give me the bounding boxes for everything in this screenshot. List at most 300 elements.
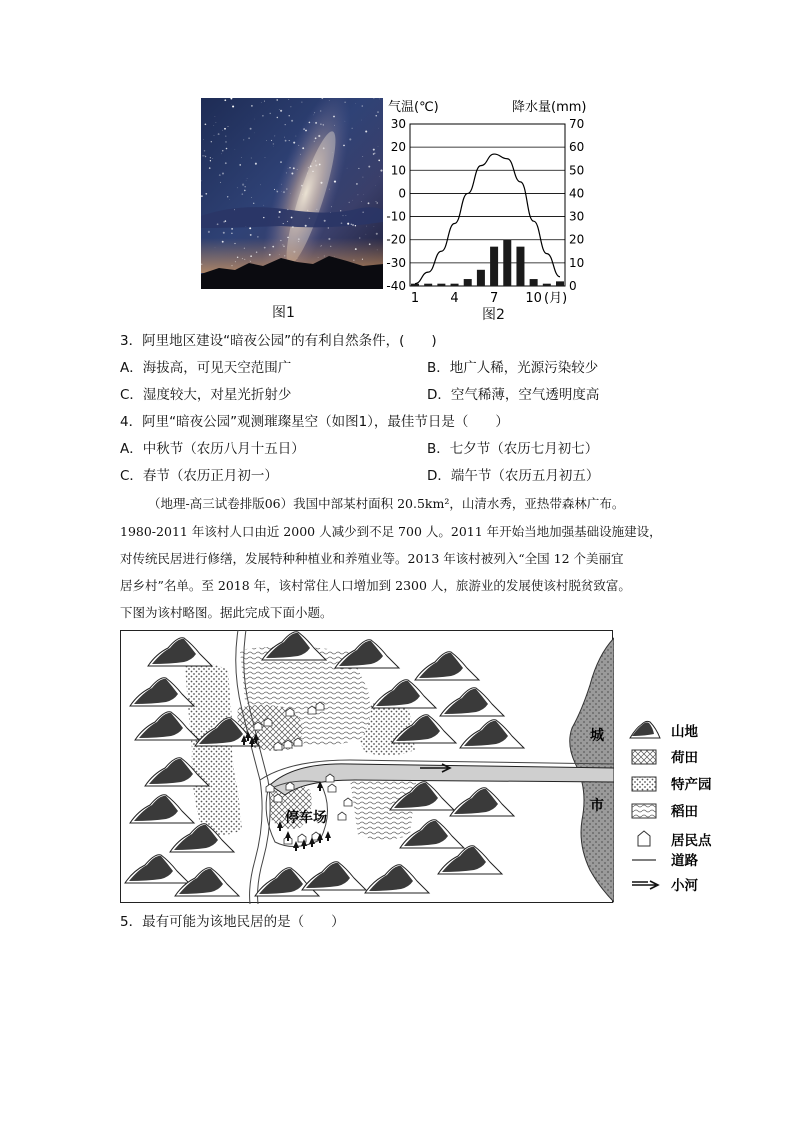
y-left-axis-label: 气温(℃): [388, 100, 439, 115]
legend-settlement-icon: [638, 831, 650, 846]
star: [318, 257, 319, 258]
star: [301, 185, 303, 187]
question-4-option-a[interactable]: A．中秋节（农历八月十五日）: [120, 441, 305, 457]
star: [293, 251, 295, 253]
star: [320, 182, 322, 184]
star: [282, 244, 283, 245]
star: [221, 154, 222, 155]
star: [220, 182, 221, 183]
star: [291, 120, 293, 122]
question-3-option-a[interactable]: A．海拔高，可见天空范围广: [120, 360, 292, 376]
y-right-tick-label: 30: [569, 209, 585, 224]
star: [293, 142, 295, 144]
star: [297, 258, 298, 259]
question-3-option-d[interactable]: D．空气稀薄，空气透明度高: [427, 387, 600, 403]
star: [296, 136, 297, 137]
star: [279, 211, 281, 213]
star: [211, 141, 212, 142]
star: [363, 194, 364, 195]
star: [272, 246, 274, 248]
star: [305, 225, 307, 227]
star: [331, 206, 332, 207]
star: [234, 243, 235, 244]
precip-bar: [530, 279, 538, 286]
star: [353, 260, 354, 261]
star: [349, 138, 351, 140]
star: [255, 163, 257, 165]
star: [362, 156, 363, 157]
legend-road-label: 道路: [671, 853, 698, 869]
star: [330, 246, 331, 247]
star: [298, 241, 299, 242]
star: [315, 161, 316, 162]
y-right-ticks: [569, 117, 584, 293]
star: [246, 180, 247, 181]
star: [302, 147, 304, 149]
star: [368, 166, 370, 168]
star: [274, 135, 275, 136]
star: [274, 189, 275, 190]
legend-lotus-icon: [632, 750, 656, 764]
star: [343, 215, 344, 216]
star: [291, 217, 293, 219]
y-right-tick-label: 40: [569, 186, 585, 201]
star: [203, 139, 204, 140]
star: [264, 247, 266, 249]
star: [374, 226, 375, 227]
question-3-option-b[interactable]: B．地广人稀，光源污染较少: [427, 360, 599, 376]
star: [232, 105, 234, 107]
star: [289, 140, 290, 141]
star: [253, 203, 254, 204]
star: [321, 245, 322, 246]
star: [324, 220, 326, 222]
star: [369, 243, 371, 245]
star: [346, 215, 347, 216]
star: [284, 255, 286, 257]
question-3-option-c[interactable]: C．湿度较大，对星光折射少: [120, 387, 292, 403]
star: [204, 150, 206, 152]
legend-specialty-label: 特产园: [671, 777, 712, 793]
star: [366, 234, 367, 235]
x-axis-label: (月): [544, 291, 568, 306]
star: [285, 124, 286, 125]
village-map: [120, 630, 614, 904]
star: [323, 124, 324, 125]
precip-bar: [490, 247, 498, 286]
star: [228, 126, 229, 127]
star: [204, 155, 205, 156]
star: [319, 164, 321, 166]
precip-bar: [424, 284, 432, 286]
x-tick-label: 7: [489, 291, 499, 306]
star: [280, 110, 282, 112]
star: [235, 261, 236, 262]
star: [334, 181, 336, 183]
x-tick-label: 1: [410, 291, 420, 306]
star: [215, 248, 216, 249]
star: [298, 145, 299, 146]
star: [250, 261, 251, 262]
star: [309, 218, 310, 219]
precip-bar: [503, 240, 511, 286]
legend-mountain-label: 山地: [671, 724, 698, 740]
star: [222, 150, 223, 151]
y-left-tick-label: -30: [386, 255, 406, 270]
star: [225, 135, 226, 136]
star: [273, 143, 274, 144]
star: [376, 201, 377, 202]
star: [201, 264, 202, 266]
y-right-tick-label: 10: [569, 255, 585, 270]
star: [224, 128, 226, 130]
star: [376, 115, 377, 116]
star: [249, 227, 251, 229]
y-right-tick-label: 50: [569, 163, 585, 178]
star: [330, 212, 331, 213]
question-5-stem: 5．最有可能为该地民居的是（ ）: [120, 914, 345, 930]
star: [308, 167, 309, 168]
legend-river-label: 小河: [671, 878, 698, 894]
star: [251, 158, 252, 159]
star: [234, 209, 235, 210]
star: [347, 223, 349, 225]
city-label-2: 市: [590, 798, 604, 814]
passage-line-5: 下图为该村略图。据此完成下面小题。: [120, 605, 333, 620]
star: [362, 105, 364, 107]
star: [307, 210, 308, 211]
star: [215, 116, 216, 117]
star: [223, 232, 225, 234]
star: [302, 194, 303, 195]
star: [278, 216, 280, 218]
star: [356, 183, 358, 185]
star: [237, 257, 238, 258]
star: [264, 101, 265, 102]
star: [281, 184, 282, 185]
star: [244, 186, 245, 187]
star: [323, 147, 325, 149]
star: [292, 226, 293, 227]
y-left-tick-label: 30: [390, 117, 406, 131]
star: [320, 110, 321, 111]
star: [373, 149, 375, 151]
star: [305, 130, 307, 132]
star: [328, 238, 330, 240]
star: [279, 254, 280, 255]
star: [358, 168, 359, 169]
x-tick-label: 10: [525, 291, 542, 306]
star: [343, 145, 345, 147]
legend-lotus-label: 荷田: [671, 750, 698, 766]
star: [218, 133, 220, 135]
legend-rice-label: 稻田: [671, 804, 698, 820]
star: [289, 167, 290, 168]
star: [224, 99, 226, 101]
star: [300, 154, 301, 155]
star: [315, 122, 317, 124]
star: [314, 112, 315, 113]
y-right-axis-label: 降水量(mm): [512, 100, 587, 115]
star: [276, 99, 277, 100]
temperature-line: [415, 154, 560, 284]
star: [288, 99, 289, 100]
star: [219, 174, 221, 176]
star: [244, 190, 246, 192]
star: [226, 148, 228, 150]
star: [352, 224, 354, 226]
star: [362, 177, 363, 178]
star: [361, 120, 362, 121]
star: [374, 153, 375, 154]
plot-frame: [410, 124, 565, 286]
star: [314, 141, 315, 142]
precip-bar: [543, 284, 551, 286]
y-right-tick-label: 20: [569, 232, 585, 247]
star: [307, 173, 308, 174]
star: [242, 258, 243, 259]
star: [214, 125, 215, 126]
star: [244, 259, 245, 260]
star: [341, 222, 343, 224]
passage-line-2: 1980-2011 年该村人口由近 2000 人减少到不足 700 人。2011 年开始当地加强基础设施建设，: [120, 524, 662, 539]
star: [201, 195, 203, 197]
star: [345, 121, 346, 122]
y-left-tick-label: -10: [386, 209, 406, 224]
star: [352, 128, 353, 129]
star: [242, 193, 244, 195]
star: [263, 217, 264, 218]
star: [222, 130, 223, 131]
y-left-tick-label: 20: [390, 140, 406, 155]
star: [248, 137, 250, 139]
star: [261, 102, 262, 103]
climate-chart: [378, 96, 598, 326]
question-4-stem: 4．阿里“暗夜公园”观测璀璨星空（如图1），最佳节日是（ ）: [120, 414, 509, 430]
map-legend: [626, 718, 736, 898]
precip-bar: [556, 281, 564, 286]
star: [260, 185, 261, 186]
star: [298, 238, 300, 240]
star: [251, 197, 252, 198]
star: [290, 193, 291, 194]
star: [312, 163, 313, 164]
figure1-caption: 图1: [272, 305, 295, 321]
star: [277, 117, 278, 118]
star: [225, 220, 226, 221]
question-4-option-c[interactable]: C．春节（农历正月初一）: [120, 468, 278, 484]
star: [284, 137, 285, 138]
passage-line-3: 对传统民居进行修缮，发展特种种植业和养殖业等。2013 年该村被列入“全国 12 个美丽宜: [120, 551, 624, 566]
question-4-option-d[interactable]: D．端午节（农历五月初五）: [427, 468, 600, 484]
star: [347, 168, 348, 169]
city-label-1: 城: [590, 728, 604, 744]
star: [208, 231, 210, 233]
legend-river-icon: [632, 881, 658, 889]
star: [287, 221, 288, 222]
star: [328, 227, 329, 228]
star: [210, 160, 211, 161]
star: [242, 184, 244, 186]
star: [320, 246, 321, 247]
star: [361, 201, 362, 202]
star: [246, 226, 247, 227]
star: [225, 162, 227, 164]
star: [286, 188, 288, 190]
star: [333, 116, 335, 118]
star: [225, 141, 227, 143]
star: [373, 153, 375, 155]
star: [314, 115, 315, 116]
star: [279, 109, 280, 110]
star: [293, 167, 295, 169]
legend-settlement-label: 居民点: [671, 833, 712, 849]
x-tick-label: 4: [450, 291, 459, 306]
star: [202, 155, 204, 157]
y-right-tick-label: 0: [569, 279, 577, 293]
star: [210, 157, 211, 158]
star: [251, 105, 253, 107]
star: [365, 130, 367, 132]
star: [362, 259, 363, 260]
star: [283, 223, 284, 224]
star: [324, 256, 325, 257]
star: [239, 164, 241, 166]
y-left-ticks: [386, 117, 406, 293]
star: [290, 106, 291, 107]
star: [227, 196, 228, 197]
star: [334, 125, 335, 126]
star: [283, 246, 284, 247]
x-ticks: [411, 291, 542, 306]
star: [241, 157, 242, 158]
star: [205, 156, 206, 157]
star: [320, 123, 322, 125]
star: [351, 224, 352, 225]
star: [315, 164, 317, 166]
y-left-tick-label: 0: [398, 186, 406, 201]
star: [264, 205, 265, 206]
star: [280, 161, 281, 162]
legend-rice-icon: [632, 804, 656, 818]
star: [285, 140, 287, 142]
star: [257, 236, 258, 237]
star: [359, 237, 360, 238]
star: [368, 202, 370, 204]
star: [271, 140, 272, 141]
star: [280, 240, 281, 241]
star: [297, 169, 298, 170]
figure2-caption: 图2: [482, 307, 505, 323]
star: [276, 190, 277, 191]
star: [243, 139, 244, 140]
star: [214, 135, 215, 136]
star: [310, 165, 312, 167]
star: [340, 210, 341, 211]
star: [244, 248, 245, 249]
star: [312, 171, 313, 172]
star: [216, 122, 217, 123]
star: [289, 115, 290, 116]
legend-specialty-icon: [632, 777, 656, 791]
star: [329, 189, 330, 190]
star: [317, 209, 318, 210]
star: [254, 119, 255, 120]
star: [237, 187, 238, 188]
star: [357, 194, 358, 195]
precip-bar: [437, 284, 445, 286]
star: [269, 254, 271, 256]
star: [266, 140, 267, 141]
star: [222, 241, 224, 243]
y-right-tick-label: 60: [569, 140, 585, 155]
star: [344, 102, 345, 103]
precip-bar: [477, 270, 485, 286]
y-left-tick-label: 10: [390, 163, 406, 178]
y-left-tick-label: -40: [386, 279, 406, 293]
star: [287, 237, 288, 238]
star: [262, 115, 264, 117]
star: [309, 122, 311, 124]
passage-line-1: （地理-高三试卷排版06）我国中部某村面积 20.5km²，山清水秀，亚热带森林广布。: [148, 496, 625, 511]
precip-bar: [516, 247, 524, 286]
star: [205, 193, 207, 195]
parking-label: 停车场: [285, 810, 327, 826]
star: [301, 102, 302, 103]
star: [231, 228, 233, 230]
star: [329, 100, 330, 101]
star: [231, 233, 232, 234]
y-right-tick-label: 70: [569, 117, 585, 131]
star: [250, 255, 252, 257]
star: [256, 252, 257, 253]
star: [229, 199, 230, 200]
star: [217, 223, 219, 225]
star: [277, 191, 279, 193]
star: [231, 104, 232, 105]
star: [318, 135, 320, 137]
star: [265, 157, 266, 158]
precip-bar: [451, 284, 459, 286]
star: [270, 113, 271, 114]
star: [250, 234, 252, 236]
star: [231, 265, 232, 266]
star: [209, 167, 211, 169]
star: [291, 173, 293, 175]
star: [355, 248, 357, 250]
passage-line-4: 居乡村”名单。至 2018 年，该村常住人口增加到 2300 人，旅游业的发展使该村脱贫致富。: [120, 578, 631, 593]
star: [363, 212, 364, 213]
star: [355, 225, 356, 226]
y-left-tick-label: -20: [386, 232, 406, 247]
star: [247, 178, 248, 179]
star: [212, 158, 213, 159]
star: [287, 209, 288, 210]
star: [286, 172, 287, 173]
star: [283, 191, 285, 193]
precip-bar: [464, 279, 472, 286]
figure1-photo: [201, 98, 383, 289]
star: [366, 226, 367, 227]
question-3-stem: 3．阿里地区建设“暗夜公园”的有利自然条件，( ): [120, 333, 437, 349]
star: [250, 128, 252, 130]
star: [222, 172, 224, 174]
star: [303, 128, 305, 130]
star: [349, 202, 350, 203]
milky-way-image: [201, 98, 383, 289]
star: [315, 137, 317, 139]
question-4-option-b[interactable]: B．七夕节（农历七月初七）: [427, 441, 599, 457]
